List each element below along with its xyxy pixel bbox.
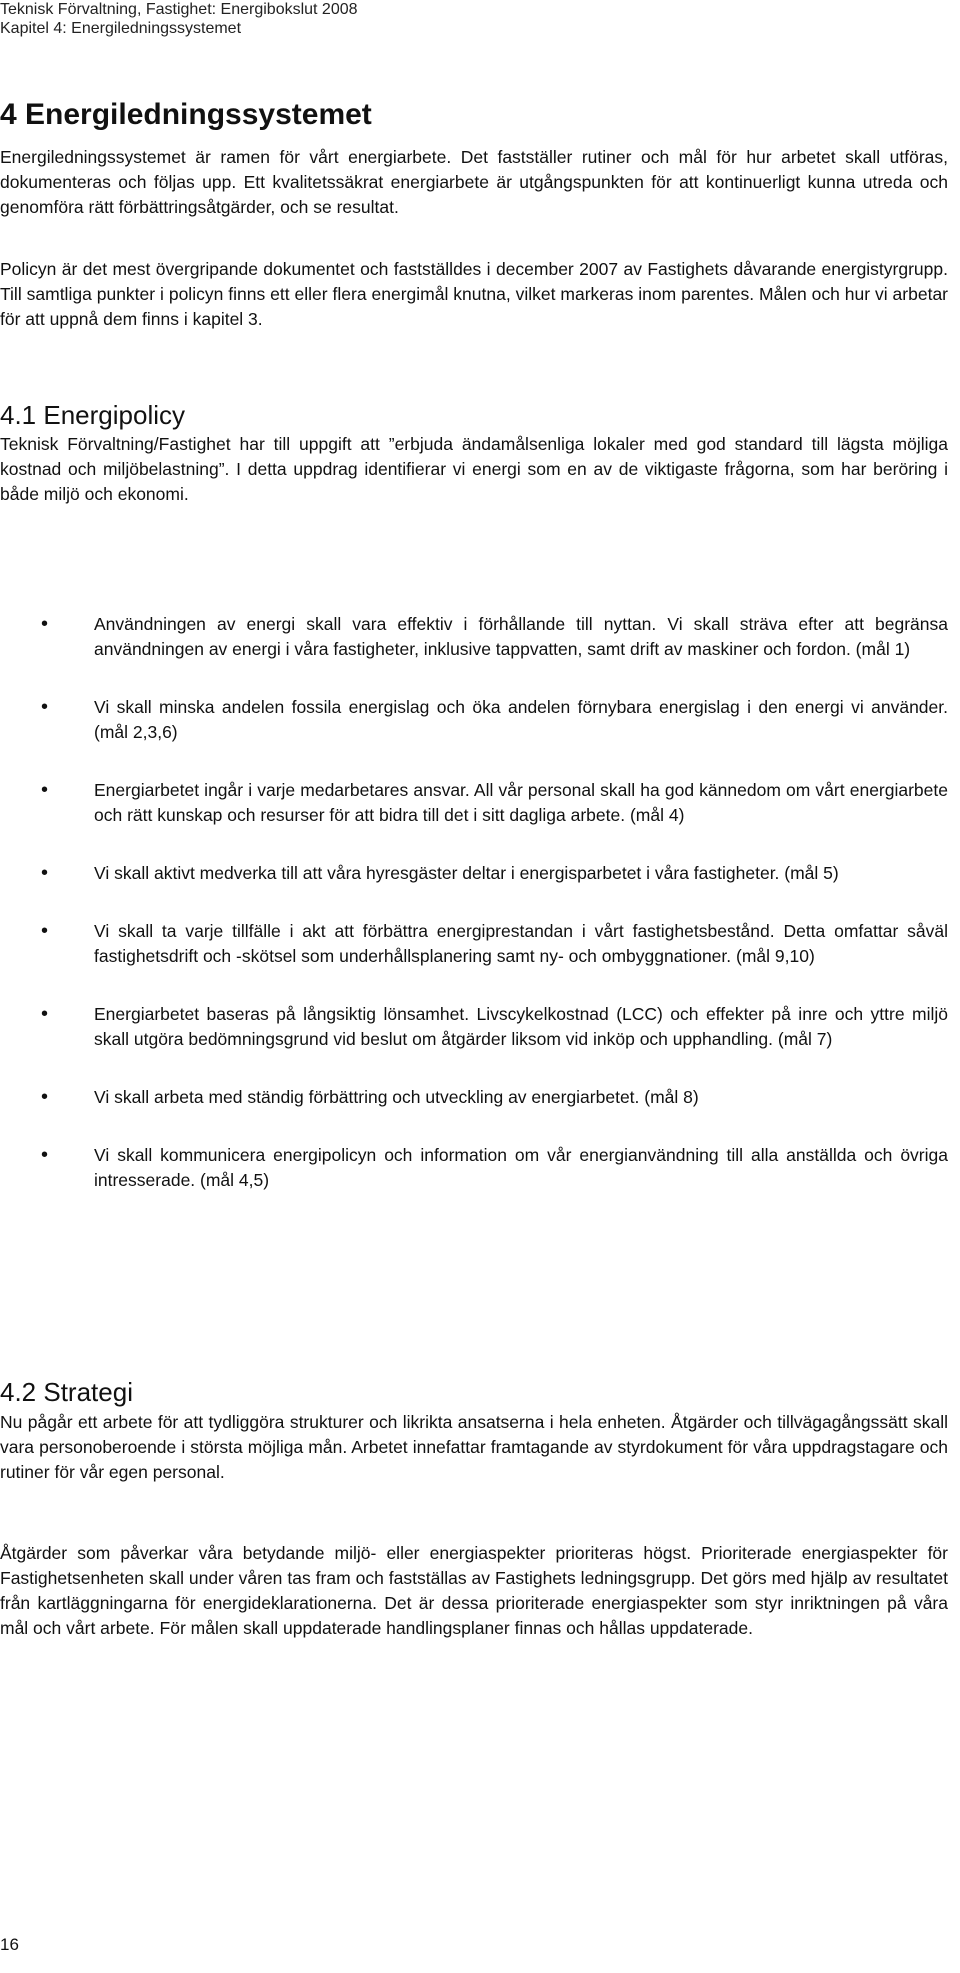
policy-bullet-text: Vi skall aktivt medverka till att våra hyresgäster deltar i energisparbetet i våra fastigheter. (mål 5): [94, 863, 839, 883]
energipolicy-bullet-list: [0, 612, 948, 1226]
policy-bullet-text: Vi skall ta varje tillfälle i akt att förbättra energiprestandan i vårt fastighetsbestånd. Detta omfattar såväl fastighetsdrift och -skötsel som underhållsplanering samt ny- och ombyggnationer. (mål 9,10): [94, 921, 948, 966]
energipolicy-intro: Teknisk Förvaltning/Fastighet har till uppgift att ”erbjuda ändamålsenliga lokaler med god standard till lägsta möjliga kostnad och miljöbelastning”. I detta uppdrag identifierar vi energi som en av de viktigaste frågorna, som har beröring i både miljö och ekonomi.: [0, 434, 948, 504]
policy-bullet-text: Energiarbetet baseras på långsiktig lönsamhet. Livscykelkostnad (LCC) och effekter på inre och yttre miljö skall utgöra bedömningsgrund vid beslut om åtgärder liksom vid inköp och upphandling. (mål 7): [94, 1004, 948, 1049]
policy-bullet-item: [0, 695, 948, 745]
bullet-icon: •: [41, 1003, 49, 1025]
running-header: [0, 0, 358, 38]
bullet-icon: •: [41, 1086, 49, 1108]
policy-bullet-item: [0, 778, 948, 828]
bullet-icon: •: [41, 920, 49, 942]
strategi-paragraph-1: Nu pågår ett arbete för att tydliggöra strukturer och likrikta ansatserna i hela enheten. Åtgärder och tillvägagångssätt skall vara personoberoende i största möjliga mån. Arbetet innefattar framtagande av styrdokument för våra uppdragstagare och rutiner för vår egen personal.: [0, 1412, 948, 1482]
policy-bullet-text: Vi skall arbeta med ständig förbättring och utveckling av energiarbetet. (mål 8): [94, 1087, 699, 1107]
policy-bullet-item: [0, 861, 948, 886]
intro-paragraph-1: Energiledningssystemet är ramen för vårt energiarbete. Det fastställer rutiner och mål för hur arbetet skall utföras, dokumenteras och följas upp. Ett kvalitetssäkrat energiarbete är utgångspunkten för att kontinuerligt kunna utreda och genomföra rätt förbättringsåtgärder, och se resultat.: [0, 147, 948, 217]
policy-bullet-item: [0, 919, 948, 969]
section-title-strategi: 4.2 Strategi: [0, 1377, 133, 1407]
policy-bullet-text: Energiarbetet ingår i varje medarbetares ansvar. All vår personal skall ha god kännedom om vårt energiarbete och rätt kunskap och resurser för att bidra till det i sitt dagliga arbete. (mål 4): [94, 780, 948, 825]
bullet-icon: •: [41, 779, 49, 801]
policy-bullet-item: [0, 1143, 948, 1193]
policy-bullet-item: [0, 612, 948, 662]
header-line-1: Teknisk Förvaltning, Fastighet: Energibokslut 2008: [0, 1, 358, 18]
policy-bullet-text: Vi skall minska andelen fossila energislag och öka andelen förnybara energislag i den energi vi använder. (mål 2,3,6): [94, 697, 948, 742]
policy-bullet-text: Vi skall kommunicera energipolicyn och information om vår energianvändning till alla anställda och övriga intresserade. (mål 4,5): [94, 1145, 948, 1190]
page-number: 16: [0, 1935, 19, 1954]
chapter-title: 4 Energiledningssystemet: [0, 98, 372, 131]
bullet-icon: •: [41, 862, 49, 884]
header-line-2: Kapitel 4: Energiledningssystemet: [0, 20, 242, 37]
policy-bullet-item: [0, 1002, 948, 1052]
section-title-energipolicy: 4.1 Energipolicy: [0, 400, 185, 430]
policy-bullet-item: [0, 1085, 948, 1110]
bullet-icon: •: [41, 613, 49, 635]
bullet-icon: •: [41, 696, 49, 718]
policy-bullet-text: Användningen av energi skall vara effektiv i förhållande till nyttan. Vi skall sträva efter att begränsa användningen av energi i våra fastigheter, inklusive tappvatten, samt drift av maskiner och fordon. (mål 1): [94, 614, 948, 659]
bullet-icon: •: [41, 1144, 49, 1166]
strategi-paragraph-2: Åtgärder som påverkar våra betydande miljö- eller energiaspekter prioriteras högst. Prioriterade energiaspekter för Fastighetsenheten skall under våren tas fram och fastställas av Fastighets ledningsgrupp. Det görs med hjälp av resultatet från kartläggningarna för energideklarationerna. Det är dessa prioriterade energiaspekter som styr inriktningen på våra mål och vårt arbete. För målen skall uppdaterade handlingsplaner finnas och hållas uppdaterade.: [0, 1543, 948, 1638]
intro-paragraph-2: Policyn är det mest övergripande dokumentet och fastställdes i december 2007 av Fastighets dåvarande energistyrgrupp. Till samtliga punkter i policyn finns ett eller flera energimål knutna, vilket markeras inom parentes. Målen och hur vi arbetar för att uppnå dem finns i kapitel 3.: [0, 259, 948, 329]
